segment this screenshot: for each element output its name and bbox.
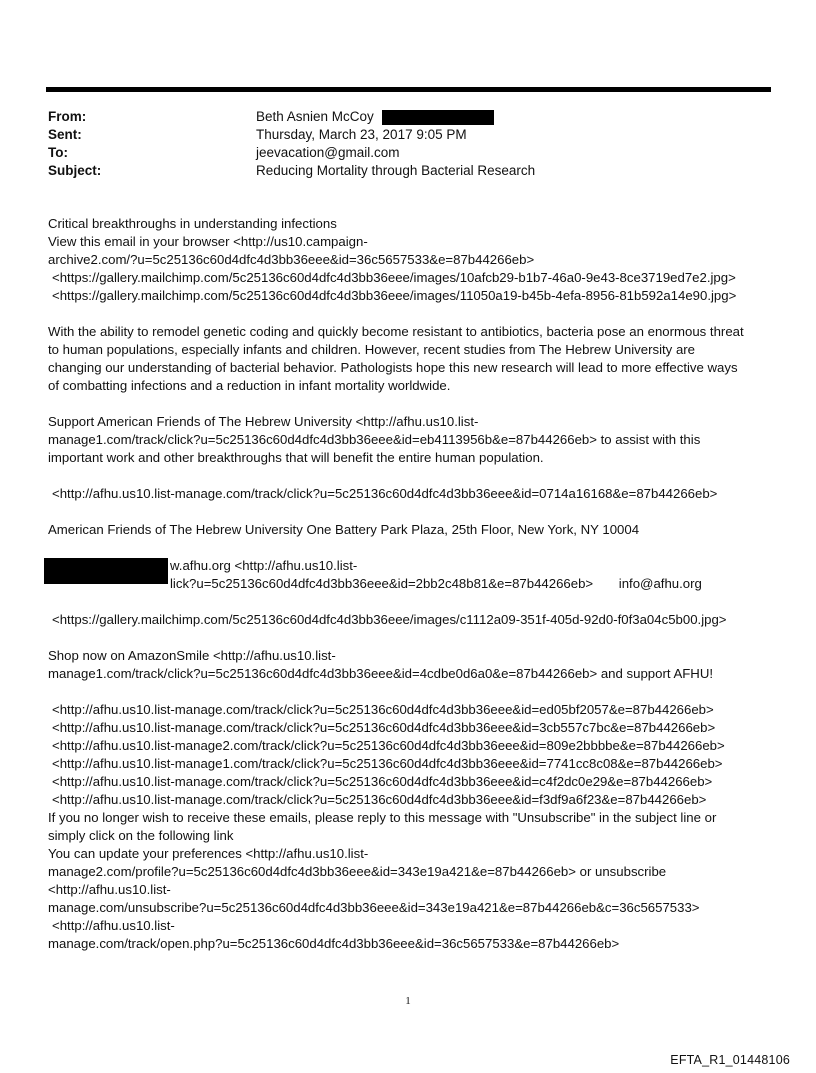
website-text: w.afhu.org <http://afhu.us10.list- [170, 558, 358, 573]
body-line: With the ability to remodel genetic coding and quickly become resistant to antibiotics, bacteria pose an enormous threat [48, 324, 744, 339]
website-line [48, 557, 778, 575]
body-line: You can update your preferences <http://afhu.us10.list- [48, 846, 369, 861]
sent-value: Thursday, March 23, 2017 9:05 PM [256, 127, 467, 142]
body-line: Shop now on AmazonSmile <http://afhu.us10.list- [48, 648, 336, 663]
redaction-box [44, 558, 168, 584]
body-line: manage1.com/track/click?u=5c25136c60d4dfc4d3bb36eee&id=4cdbe0d6a0&e=87b44266eb> and support AFHU! [48, 666, 714, 681]
body-line: manage1.com/track/click?u=5c25136c60d4dfc4d3bb36eee&id=eb4113956b&e=87b44266eb> to assist with this [48, 432, 701, 447]
social-link: <http://afhu.us10.list-manage2.com/track/click?u=5c25136c60d4dfc4d3bb36eee&id=809e2bbbbe&e=87b44266eb> [52, 738, 725, 753]
body-line: important work and other breakthroughs that will benefit the entire human population. [48, 450, 544, 465]
social-link: <http://afhu.us10.list-manage.com/track/click?u=5c25136c60d4dfc4d3bb36eee&id=ed05bf2057&e=87b44266eb> [52, 702, 714, 717]
to-label: To: [48, 145, 68, 160]
header-rule [46, 87, 771, 92]
body-line: View this email in your browser <http://us10.campaign- [48, 234, 368, 249]
body-line: manage.com/unsubscribe?u=5c25136c60d4dfc4d3bb36eee&id=343e19a421&e=87b44266eb&c=36c5657533> [48, 900, 700, 915]
social-link: <http://afhu.us10.list-manage1.com/track/click?u=5c25136c60d4dfc4d3bb36eee&id=7741cc8c08&e=87b44266eb> [52, 756, 723, 771]
body-line: If you no longer wish to receive these emails, please reply to this message with "Unsubscribe" in the subject line or [48, 810, 717, 825]
from-value: Beth Asnien McCoy [256, 109, 374, 124]
redaction-box [382, 110, 494, 125]
body-line: manage.com/track/open.php?u=5c25136c60d4dfc4d3bb36eee&id=36c5657533&e=87b44266eb> [48, 936, 620, 951]
social-link: <http://afhu.us10.list-manage.com/track/click?u=5c25136c60d4dfc4d3bb36eee&id=c4f2dc0e29&e=87b44266eb> [52, 774, 713, 789]
sent-label: Sent: [48, 127, 82, 142]
bates-number: EFTA_R1_01448106 [670, 1053, 790, 1067]
to-row [48, 144, 748, 162]
body-line: Critical breakthroughs in understanding infections [48, 216, 337, 231]
body-line: <http://afhu.us10.list- [48, 882, 171, 897]
body-line: Support American Friends of The Hebrew University <http://afhu.us10.list- [48, 414, 479, 429]
body-line: manage2.com/profile?u=5c25136c60d4dfc4d3bb36eee&id=343e19a421&e=87b44266eb> or unsubscribe [48, 864, 667, 879]
from-label: From: [48, 109, 87, 124]
subject-value: Reducing Mortality through Bacterial Research [256, 163, 536, 178]
body-line: of combatting infections and a reduction in infant mortality worldwide. [48, 378, 451, 393]
body-line: changing our understanding of bacterial behavior. Pathologists hope this new research will lead to more effective ways [48, 360, 738, 375]
image-link: <https://gallery.mailchimp.com/5c25136c60d4dfc4d3bb36eee/images/c1112a09-351f-405d-92d0-f0f3a04c5b00.jpg> [52, 612, 727, 627]
email-header [48, 108, 748, 180]
subject-label: Subject: [48, 163, 102, 178]
subject-row [48, 162, 748, 180]
body-line: <http://afhu.us10.list- [52, 918, 175, 933]
social-link: <http://afhu.us10.list-manage.com/track/click?u=5c25136c60d4dfc4d3bb36eee&id=f3df9a6f23&e=87b44266eb> [52, 792, 707, 807]
email-contact: info@afhu.org [618, 576, 702, 591]
address-line: American Friends of The Hebrew University One Battery Park Plaza, 25th Floor, New York, NY 10004 [48, 522, 640, 537]
sent-row [48, 126, 748, 144]
image-link: <https://gallery.mailchimp.com/5c25136c60d4dfc4d3bb36eee/images/10afcb29-b1b7-46a0-9e43-8ce3719ed7e2.jpg> [52, 270, 736, 285]
email-body [48, 215, 778, 953]
page-number: 1 [405, 995, 411, 1007]
body-line: archive2.com/?u=5c25136c60d4dfc4d3bb36eee&id=36c5657533&e=87b44266eb> [48, 252, 535, 267]
body-line: to human populations, especially infants and children. However, recent studies from The Hebrew University are [48, 342, 696, 357]
website-text-2: lick?u=5c25136c60d4dfc4d3bb36eee&id=2bb2c48b81&e=87b44266eb> [170, 576, 594, 591]
body-line: <http://afhu.us10.list-manage.com/track/click?u=5c25136c60d4dfc4d3bb36eee&id=0714a16168&e=87b44266eb> [52, 486, 718, 501]
to-value: jeevacation@gmail.com [256, 145, 400, 160]
social-link: <http://afhu.us10.list-manage.com/track/click?u=5c25136c60d4dfc4d3bb36eee&id=3cb557c7bc&e=87b44266eb> [52, 720, 716, 735]
body-line: simply click on the following link [48, 828, 234, 843]
from-row [48, 108, 748, 126]
image-link: <https://gallery.mailchimp.com/5c25136c60d4dfc4d3bb36eee/images/11050a19-b45b-4efa-8956-81b592a14e90.jpg> [52, 288, 737, 303]
